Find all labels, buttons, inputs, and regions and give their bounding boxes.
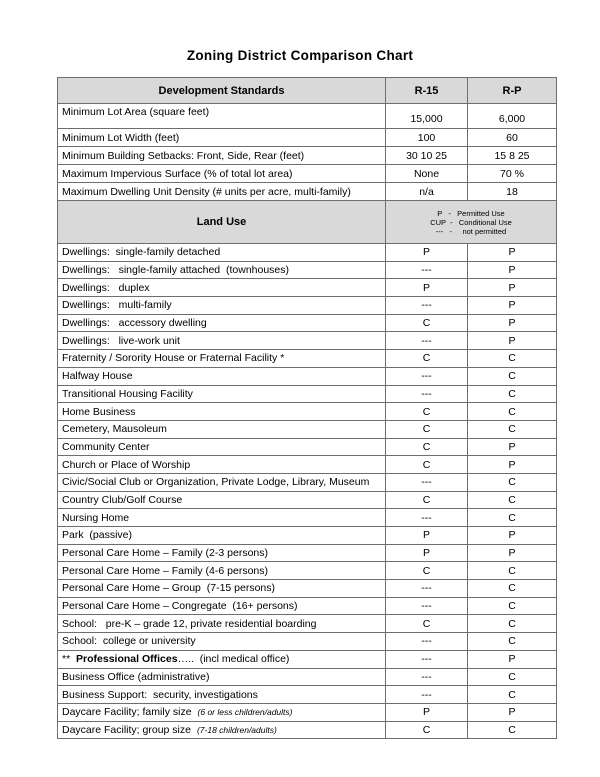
standards-header-row [58, 78, 557, 104]
land-use-row [58, 350, 557, 368]
footnote-marker: ** [62, 653, 77, 666]
r15-value: C [386, 314, 468, 332]
r15-value: --- [386, 633, 468, 651]
land-use-row [58, 527, 557, 545]
land-use-row [58, 403, 557, 421]
land-use-row [58, 668, 557, 686]
land-use-label: Transitional Housing Facility [58, 385, 386, 403]
land-use-label: Business Support: security, investigations [58, 686, 386, 704]
rp-value: C [468, 633, 557, 651]
rp-value: P [468, 261, 557, 279]
land-use-row [58, 420, 557, 438]
land-use-label: Dwellings: live-work unit [58, 332, 386, 350]
r15-value: C [386, 350, 468, 368]
r15-value: None [386, 165, 468, 183]
r15-value: C [386, 721, 468, 739]
r15-value: --- [386, 297, 468, 315]
col-header-r15: R-15 [386, 78, 468, 104]
rp-value: C [468, 562, 557, 580]
rp-value: P [468, 438, 557, 456]
land-use-row [58, 261, 557, 279]
land-use-label: Nursing Home [58, 509, 386, 527]
land-use-row [58, 314, 557, 332]
standard-row [58, 129, 557, 147]
rp-value: C [468, 385, 557, 403]
rp-value: P [468, 703, 557, 721]
professional-offices-label: Professional Offices [76, 653, 178, 666]
professional-offices-suffix: ….. (incl medical office) [177, 653, 290, 666]
r15-value: P [386, 527, 468, 545]
page-title: Zoning District Comparison Chart [186, 48, 414, 63]
land-use-row [58, 686, 557, 704]
standard-label: Minimum Building Setbacks: Front, Side, Rear (feet) [58, 147, 386, 165]
land-use-label: School: pre-K – grade 12, private residential boarding [58, 615, 386, 633]
standard-label: Maximum Impervious Surface (% of total lot area) [58, 165, 386, 183]
r15-value: n/a [386, 183, 468, 201]
r15-value: 30 10 25 [386, 147, 468, 165]
rp-value: P [468, 314, 557, 332]
rp-value: C [468, 597, 557, 615]
r15-value: --- [386, 650, 468, 668]
rp-value: P [468, 527, 557, 545]
land-use-row [58, 473, 557, 491]
land-use-row [58, 244, 557, 262]
rp-value: P [468, 544, 557, 562]
r15-value: C [386, 491, 468, 509]
rp-value: 60 [468, 129, 557, 147]
land-use-label [58, 703, 386, 721]
land-use-row [58, 385, 557, 403]
r15-value: P [386, 544, 468, 562]
r15-value: P [386, 244, 468, 262]
land-use-row [58, 279, 557, 297]
standards-header: Development Standards [58, 78, 386, 104]
daycare-label: Daycare Facility; group size [62, 723, 191, 736]
rp-value: C [468, 686, 557, 704]
rp-value: C [468, 491, 557, 509]
land-use-row [58, 491, 557, 509]
land-use-row [58, 509, 557, 527]
standard-row [58, 147, 557, 165]
land-use-label: Home Business [58, 403, 386, 421]
land-use-row [58, 562, 557, 580]
land-use-row [58, 367, 557, 385]
standard-label: Minimum Lot Area (square feet) [58, 104, 386, 129]
land-use-label: Dwellings: single-family detached [58, 244, 386, 262]
r15-value: P [386, 279, 468, 297]
land-use-label: Church or Place of Worship [58, 456, 386, 474]
zoning-comparison-table [57, 77, 557, 739]
r15-value: --- [386, 580, 468, 598]
rp-value: C [468, 403, 557, 421]
land-use-row [58, 597, 557, 615]
land-use-row [58, 721, 557, 739]
standard-label: Minimum Lot Width (feet) [58, 129, 386, 147]
land-use-row [58, 633, 557, 651]
land-use-label: Business Office (administrative) [58, 668, 386, 686]
rp-value: P [468, 244, 557, 262]
land-use-label: Personal Care Home – Family (2-3 persons) [58, 544, 386, 562]
standard-row [58, 183, 557, 201]
r15-value: --- [386, 686, 468, 704]
land-use-row [58, 438, 557, 456]
rp-value: 18 [468, 183, 557, 201]
r15-value: 100 [386, 129, 468, 147]
rp-value: C [468, 721, 557, 739]
col-header-rp: R-P [468, 78, 557, 104]
land-use-label: Halfway House [58, 367, 386, 385]
rp-value: P [468, 456, 557, 474]
legend-line: CUP - Conditional Use [430, 217, 512, 227]
land-use-label [58, 721, 386, 739]
r15-value: --- [386, 597, 468, 615]
land-use-label: Personal Care Home – Family (4-6 persons) [58, 562, 386, 580]
rp-value: 70 % [468, 165, 557, 183]
rp-value: P [468, 650, 557, 668]
daycare-label: Daycare Facility; family size [62, 706, 192, 719]
land-use-label: School: college or university [58, 633, 386, 651]
daycare-note: (6 or less children/adults) [197, 707, 293, 718]
rp-value: C [468, 668, 557, 686]
land-use-row [58, 580, 557, 598]
legend [386, 201, 557, 244]
rp-value: C [468, 509, 557, 527]
land-use-label: Dwellings: accessory dwelling [58, 314, 386, 332]
rp-value: 15 8 25 [468, 147, 557, 165]
land-use-row [58, 615, 557, 633]
land-use-label: Dwellings: duplex [58, 279, 386, 297]
land-use-label: Community Center [58, 438, 386, 456]
land-use-label: Fraternity / Sorority House or Fraternal Facility * [58, 350, 386, 368]
land-use-row [58, 544, 557, 562]
legend-line: P - Permitted Use [437, 208, 505, 218]
land-use-label: Personal Care Home – Congregate (16+ persons) [58, 597, 386, 615]
r15-value: --- [386, 473, 468, 491]
land-use-label: Country Club/Golf Course [58, 491, 386, 509]
land-use-row [58, 297, 557, 315]
r15-value: --- [386, 261, 468, 279]
legend-line: --- - not permitted [435, 226, 507, 236]
daycare-note: (7-18 children/adults) [196, 724, 277, 735]
land-use-header-row [58, 201, 557, 244]
rp-value: P [468, 332, 557, 350]
land-use-label [58, 650, 386, 668]
land-use-label: Personal Care Home – Group (7-15 persons) [58, 580, 386, 598]
r15-value: C [386, 615, 468, 633]
land-use-row [58, 456, 557, 474]
land-use-row [58, 332, 557, 350]
r15-value: C [386, 562, 468, 580]
rp-value: C [468, 420, 557, 438]
r15-value: 15,000 [386, 104, 468, 129]
rp-value: 6,000 [468, 104, 557, 129]
land-use-row [58, 703, 557, 721]
standard-row [58, 165, 557, 183]
r15-value: --- [386, 367, 468, 385]
land-use-label: Park (passive) [58, 527, 386, 545]
r15-value: --- [386, 332, 468, 350]
standard-row [58, 104, 557, 129]
rp-value: P [468, 279, 557, 297]
rp-value: C [468, 350, 557, 368]
rp-value: C [468, 473, 557, 491]
r15-value: C [386, 438, 468, 456]
land-use-header: Land Use [58, 201, 386, 244]
land-use-row [58, 650, 557, 668]
land-use-label: Civic/Social Club or Organization, Private Lodge, Library, Museum [58, 473, 386, 491]
land-use-label: Dwellings: multi-family [58, 297, 386, 315]
r15-value: C [386, 403, 468, 421]
standard-label: Maximum Dwelling Unit Density (# units per acre, multi-family) [58, 183, 386, 201]
land-use-label: Dwellings: single-family attached (townhouses) [58, 261, 386, 279]
r15-value: --- [386, 509, 468, 527]
land-use-label: Cemetery, Mausoleum [58, 420, 386, 438]
r15-value: --- [386, 668, 468, 686]
rp-value: C [468, 367, 557, 385]
r15-value: C [386, 420, 468, 438]
r15-value: --- [386, 385, 468, 403]
rp-value: P [468, 297, 557, 315]
rp-value: C [468, 580, 557, 598]
rp-value: C [468, 615, 557, 633]
r15-value: P [386, 703, 468, 721]
r15-value: C [386, 456, 468, 474]
